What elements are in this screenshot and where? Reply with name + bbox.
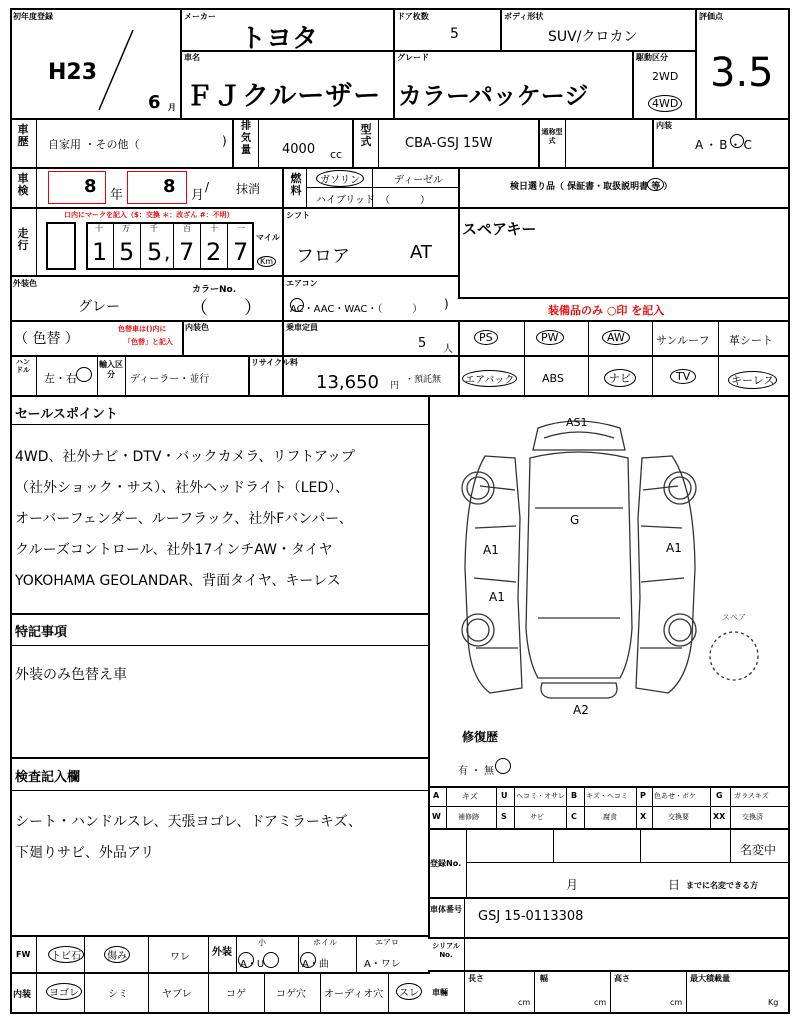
sales-line-5: YOKOHAMA GEOLANDAR、背面タイヤ、キーレス	[15, 573, 341, 589]
shift-trans: AT	[410, 242, 432, 263]
capacity: 5	[418, 336, 427, 351]
dims-height-cm: cm	[670, 998, 683, 1007]
diagram-spare: スペア	[722, 613, 746, 622]
dims-length-cm: cm	[518, 998, 531, 1007]
legend-x: X	[640, 812, 647, 821]
diagram-a1-left: A1	[483, 543, 499, 557]
recycle-label: リサイクル料	[251, 358, 298, 367]
equip-title: 装備品のみ ○印 を記入	[548, 304, 665, 317]
unit-ju: 十	[95, 224, 103, 233]
doors: 5	[450, 26, 459, 42]
sales-line-2: （社外ショック・サス）、社外ヘッドライト（LED）、	[15, 480, 350, 496]
fuel-other: （ ）	[380, 195, 430, 206]
shift-label: シフト	[286, 211, 310, 220]
int-scuff: スレ	[396, 983, 422, 1000]
repaint-note-1: 色替車は()内に	[118, 325, 167, 333]
legend-p: P	[640, 791, 646, 800]
first-reg-month: 6	[148, 92, 161, 113]
equip-navi: ナビ	[604, 369, 636, 387]
equip-leather: 革シート	[729, 334, 773, 347]
int-burn: コゲ	[226, 989, 246, 1000]
mileage-digit-3: 5	[147, 238, 163, 266]
legend-g-text: ガラスキズ	[734, 792, 769, 800]
model-label: 型式	[360, 123, 372, 148]
displacement: 4000	[282, 142, 316, 157]
exterior-color: グレー	[78, 299, 120, 315]
color-no-label: カラーNo.	[192, 285, 237, 295]
recycle: 13,650	[316, 372, 379, 393]
legend-xx-text: 交換済	[742, 813, 763, 821]
dims-kg: Kg	[768, 998, 779, 1007]
handle: 左・右	[44, 372, 77, 385]
dims-width: 幅	[540, 974, 548, 983]
diagram-a1-lower: A1	[489, 590, 505, 604]
name-change: 名変中	[740, 843, 777, 857]
mileage-note: 口内にマークを記入（$：交換 ＊：改ざん #：不明）	[64, 211, 234, 219]
mileage-digit-2: 5	[119, 238, 135, 266]
inspection-year: 8	[84, 176, 97, 197]
ext-small: 小	[258, 938, 266, 947]
aircon-circle	[290, 298, 304, 312]
score: 3.5	[710, 50, 774, 96]
mileage-digit-6: 7	[233, 238, 249, 266]
interior-grades: A・B・C	[695, 138, 754, 152]
tsusho-label: 通称型式	[541, 128, 563, 145]
year-unit: 年	[110, 188, 124, 203]
equip-airbag: エアバック	[462, 370, 517, 387]
inspection-month-box	[127, 171, 187, 204]
unit-sen: 千	[150, 224, 158, 233]
grade-label: グレード	[397, 53, 429, 62]
dims-max-load: 最大積載量	[690, 974, 730, 983]
maker: トヨタ	[240, 24, 319, 54]
dims-length: 長さ	[468, 974, 484, 983]
equip-sunroof: サンルーフ	[656, 334, 710, 347]
capacity-label: 乗車定員	[286, 323, 318, 332]
fuel-hybrid: ハイブリッド	[316, 195, 375, 206]
legend-w-text: 補修跡	[458, 813, 479, 821]
inspection-line-1: シート・ハンドルスレ、天張ヨゴレ、ドアミラーキズ、	[15, 814, 363, 830]
legend-a: A	[433, 791, 440, 800]
inspection-month: 8	[163, 176, 176, 197]
int-label: 内装	[13, 990, 32, 1000]
equip-abs: ABS	[542, 372, 564, 385]
score-label: 評価点	[699, 12, 723, 21]
equip-aw: AW	[602, 330, 630, 345]
mileage-sep: ,	[164, 240, 171, 264]
cc-unit: cc	[330, 148, 343, 161]
special-title: 特記事項	[15, 625, 68, 640]
legend-b-text: キズ・ヘコミ	[586, 792, 628, 800]
unit-hyaku: 百	[183, 224, 191, 233]
import-label: 輸入区分	[99, 360, 123, 379]
mileage-label: 走行	[17, 227, 29, 252]
handle-label: ハンドル	[16, 358, 30, 374]
mileage-tens-box	[46, 222, 76, 270]
legend-s-text: サビ	[530, 813, 544, 821]
interior-grade-circle	[730, 134, 744, 148]
chassis-label: 車体番号	[430, 905, 462, 914]
repaint: （ 色替 ）	[14, 331, 79, 347]
month-unit: 月	[168, 103, 176, 112]
dims-label: 車輛	[432, 988, 448, 997]
unit-ichi: 一	[237, 224, 245, 233]
serial-label: シリアルNo.	[432, 942, 460, 959]
equip-ps: PS	[474, 330, 498, 345]
legend-x-text: 交換要	[668, 813, 689, 821]
recycle-unit: 円	[390, 381, 400, 391]
inspection-year-box	[48, 171, 106, 204]
usage-close: )	[222, 134, 227, 148]
handle-circle	[76, 367, 92, 382]
car-name-label: 車名	[184, 53, 200, 62]
inspection-line-2: 下廻りサビ、外品アリ	[15, 845, 155, 861]
ext-small-values: A・U	[240, 959, 265, 970]
interior-label: 内装	[656, 121, 672, 130]
drive-2wd: 2WD	[652, 70, 679, 83]
unit-man: 万	[122, 224, 130, 233]
legend-c-text: 腐食	[603, 813, 617, 821]
exterior-label: 外装色	[13, 279, 37, 288]
int-burn-hole: コゲ穴	[276, 989, 306, 1000]
docs-title: 検日選り品（ 保証書・取扱説明書 等 ）	[510, 182, 673, 192]
equip-tv: TV	[670, 369, 696, 384]
docs-circle	[647, 178, 664, 191]
int-audio-hole: オーディオ穴	[324, 989, 384, 1000]
shift-type: フロア	[296, 246, 350, 267]
usage: 自家用 ・その他（	[48, 138, 140, 151]
special-text: 外装のみ色替え車	[15, 667, 127, 683]
grade: カラーパッケージ	[398, 82, 589, 110]
repair-circle	[495, 758, 511, 774]
doors-label: ドア枚数	[397, 12, 429, 21]
ext-label: 外装	[212, 947, 232, 958]
sales-line-3: オーバーフェンダー、ルーフラック、社外Fバンパー、	[15, 511, 353, 527]
fuel-gasoline: ガソリン	[316, 170, 364, 187]
car-name: ＦＪクルーザー	[186, 81, 382, 112]
first-reg-year: H23	[48, 60, 98, 85]
ext-wheel-values: A・曲	[302, 959, 329, 970]
fuel-label: 燃料	[290, 172, 302, 197]
diagram-g: G	[570, 513, 580, 527]
chassis-number: GSJ 15-0113308	[478, 909, 584, 924]
diagram-a1-right: A1	[666, 541, 682, 555]
dims-height: 高さ	[614, 974, 630, 983]
interior-color-label: 内装色	[185, 323, 209, 332]
sales-line-1: 4WD、社外ナビ・DTV・バックカメラ、リフトアップ	[15, 449, 355, 465]
inspection-label: 車検	[17, 172, 29, 197]
history-label: 車歴	[17, 123, 29, 148]
car-damage-diagram	[430, 398, 790, 783]
legend-s: S	[501, 812, 507, 821]
int-tear: ヤブレ	[162, 989, 192, 1000]
drive-4wd: 4WD	[648, 95, 682, 112]
dims-width-cm: cm	[594, 998, 607, 1007]
recycle-note: ・預託無	[405, 375, 442, 385]
aircon: AC・AAC・WAC・（ ）	[290, 304, 423, 315]
repair-value: 有・無	[458, 766, 497, 777]
displacement-label: 排気量	[241, 121, 251, 156]
capacity-unit: 人	[443, 344, 453, 355]
repaint-note-2: 「色替」と記入	[124, 338, 173, 346]
mileage-digit-4: 7	[179, 238, 195, 266]
diagram-as1: AS1	[566, 416, 588, 429]
legend-xx: XX	[713, 812, 726, 821]
body-type: SUV/クロカン	[548, 29, 638, 45]
cancel: 抹消	[236, 182, 261, 196]
drive-label: 駆動区分	[636, 53, 668, 62]
mileage-digit-5: 2	[206, 238, 222, 266]
fw-chip: トビ石	[48, 946, 84, 963]
legend-w: W	[432, 812, 441, 821]
int-stain: シミ	[108, 989, 128, 1000]
sales-title: セールスポイント	[15, 407, 118, 422]
fw-label: FW	[16, 950, 31, 959]
maker-label: メーカー	[184, 12, 216, 21]
unit-ju2: 十	[210, 224, 218, 233]
sales-line-4: クルーズコントロール、社外17インチAW・タイヤ	[15, 542, 333, 558]
date-slash	[95, 28, 140, 113]
unit-km: Km	[257, 256, 276, 267]
legend-a-text: キズ	[462, 792, 478, 801]
aircon-label: エアコン	[286, 279, 318, 288]
ext-aero: エアロ	[375, 938, 399, 947]
equip-pw: PW	[536, 330, 564, 345]
fw-crack: ワレ	[170, 952, 190, 963]
reg-deadline: までに名変できる方	[686, 881, 758, 890]
import: ディーラー・並行	[130, 374, 210, 385]
legend-u: U	[501, 791, 508, 800]
reg-month: 月	[566, 878, 579, 892]
ext-wheel: ホイル	[313, 938, 337, 947]
repair-label: 修復歴	[462, 730, 499, 744]
ext-small-a-circle	[238, 952, 254, 968]
inspection-notes-title: 検査記入欄	[15, 770, 81, 785]
month-unit-2: 月	[191, 188, 205, 203]
legend-g: G	[716, 791, 723, 800]
model: CBA-GSJ 15W	[405, 136, 493, 151]
legend-c: C	[571, 812, 577, 821]
ext-aero-values: A・ワレ	[364, 959, 401, 970]
legend-p-text: 色あせ・ボケ	[654, 792, 696, 800]
spare-key: スペアキー	[462, 220, 537, 238]
mileage-digit-1: 1	[92, 238, 108, 266]
registration-label: 登録No.	[430, 859, 462, 868]
unit-mile: マイル	[256, 233, 280, 242]
equip-keyless: キーレス	[728, 371, 777, 389]
int-dirt: ヨゴレ	[46, 983, 82, 1000]
legend-b: B	[571, 791, 578, 800]
ext-small-u-circle	[263, 952, 279, 968]
first-reg-label: 初年度登録	[13, 12, 53, 21]
fuel-diesel: ディーゼル	[394, 175, 443, 186]
ext-wheel-circle	[300, 952, 316, 968]
reg-day: 日	[668, 878, 681, 892]
color-no: （ ）	[190, 298, 262, 319]
fw-damage: 傷み	[104, 946, 130, 963]
diagram-a2: A2	[573, 703, 589, 717]
legend-u-text: ヘコミ・オサレ	[516, 792, 565, 800]
body-label: ボディ形状	[504, 12, 544, 21]
